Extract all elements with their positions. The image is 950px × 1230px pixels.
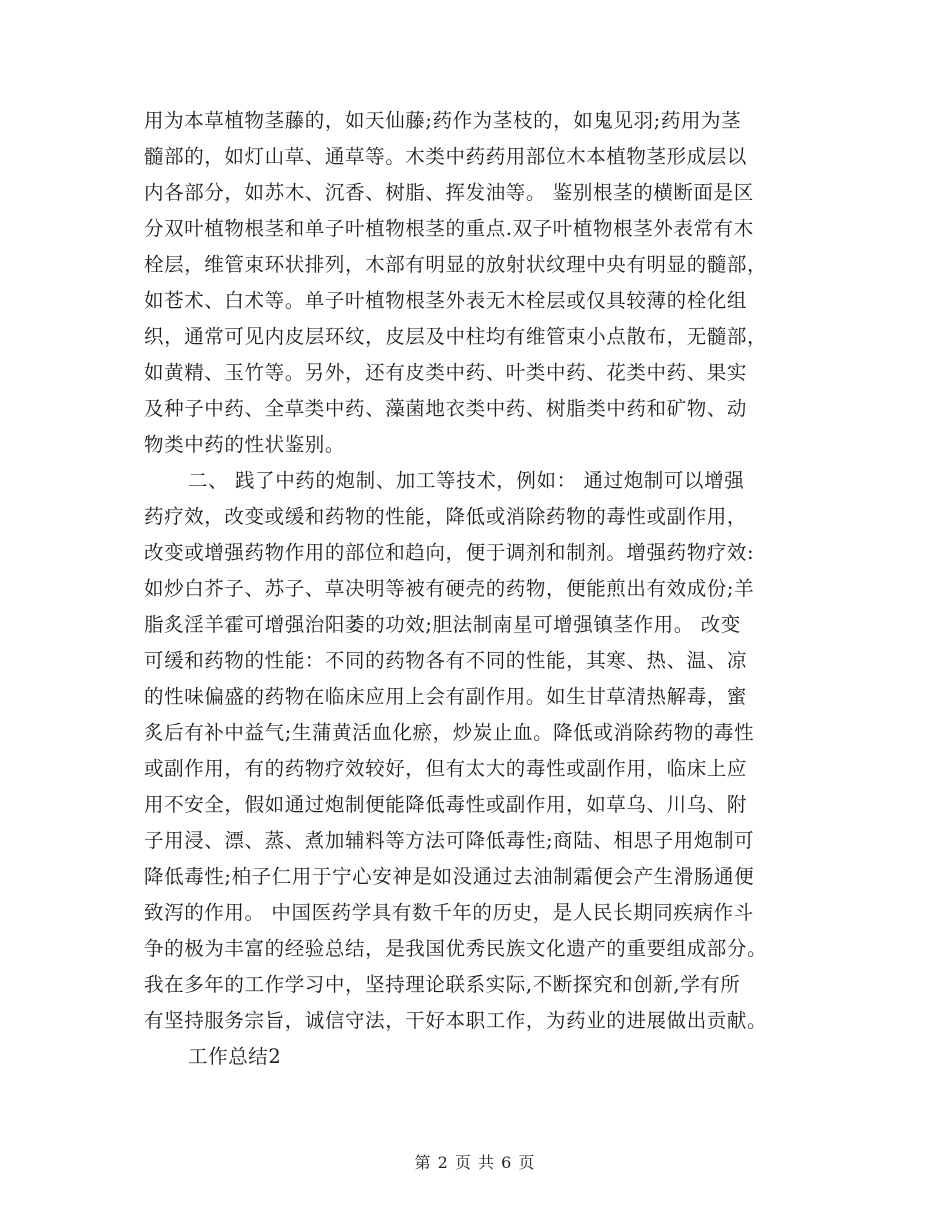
section-title: 工作总结2 <box>188 1045 282 1068</box>
paragraph-line: 我在多年的工作学习中，坚持理论联系实际,不断探究和创新,学有所 <box>144 973 741 996</box>
paragraph-line: 如黄精、玉竹等。另外，还有皮类中药、叶类中药、花类中药、果实 <box>144 361 748 384</box>
paragraph-line: 子用浸、漂、蒸、煮加辅料等方法可降低毒性;商陆、相思子用炮制可 <box>144 829 755 852</box>
paragraph-line: 争的极为丰富的经验总结，是我国优秀民族文化遗产的重要组成部分。 <box>144 937 768 960</box>
paragraph-line: 栓层，维管束环状排列，木部有明显的放射状纹理中央有明显的髓部， <box>144 253 768 276</box>
paragraph-line: 致泻的作用。 中国医药学具有数千年的历史，是人民长期同疾病作斗 <box>144 901 754 924</box>
paragraph-line: 如炒白芥子、苏子、草决明等被有硬壳的药物，便能煎出有效成份;羊 <box>144 577 755 600</box>
paragraph-line: 降低毒性;柏子仁用于宁心安神是如没通过去油制霜便会产生滑肠通便 <box>144 865 755 888</box>
paragraph-line: 的性味偏盛的药物在临床应用上会有副作用。如生甘草清热解毒，蜜 <box>144 685 748 708</box>
paragraph-line: 及种子中药、全草类中药、藻菌地衣类中药、树脂类中药和矿物、动 <box>144 397 748 420</box>
page-footer: 第 2 页 共 6 页 <box>414 1153 536 1172</box>
paragraph-line: 或副作用，有的药物疗效较好，但有太大的毒性或副作用，临床上应 <box>144 757 748 780</box>
paragraph-line: 如苍术、白术等。单子叶植物根茎外表无木栓层或仅具较薄的栓化组 <box>144 289 748 312</box>
paragraph-line: 改变或增强药物作用的部位和趋向，便于调剂和制剂。增强药物疗效: <box>144 541 755 564</box>
paragraph-line: 用为本草植物茎藤的，如天仙藤;药作为茎枝的，如鬼见羽;药用为茎 <box>144 109 742 132</box>
paragraph-line: 有坚持服务宗旨，诚信守法，干好本职工作，为药业的进展做出贡献。 <box>144 1009 768 1032</box>
paragraph-line: 内各部分，如苏木、沉香、树脂、挥发油等。 鉴别根茎的横断面是区 <box>144 181 754 204</box>
section-heading-line: 二、 践了中药的炮制、加工等技术，例如： 通过炮制可以增强 <box>188 469 745 492</box>
paragraph-line: 用不安全，假如通过炮制便能降低毒性或副作用，如草乌、川乌、附 <box>144 793 748 816</box>
paragraph-line: 髓部的，如灯山草、通草等。木类中药药用部位木本植物茎形成层以 <box>144 145 748 168</box>
paragraph-line: 药疗效，改变或缓和药物的性能，降低或消除药物的毒性或副作用， <box>144 505 748 528</box>
paragraph-line: 物类中药的性状鉴别。 <box>144 433 346 456</box>
paragraph-line: 可缓和药物的性能：不同的药物各有不同的性能，其寒、热、温、凉 <box>144 649 748 672</box>
paragraph-line: 织，通常可见内皮层环纹，皮层及中柱均有维管束小点散布，无髓部， <box>144 325 768 348</box>
paragraph-line: 分双叶植物根茎和单子叶植物根茎的重点.双子叶植物根茎外表常有木 <box>144 217 754 240</box>
paragraph-line: 炙后有补中益气;生蒲黄活血化瘀，炒炭止血。降低或消除药物的毒性 <box>144 721 755 744</box>
paragraph-line: 脂炙淫羊霍可增强治阳萎的功效;胆法制南星可增强镇茎作用。 改变 <box>144 613 741 636</box>
